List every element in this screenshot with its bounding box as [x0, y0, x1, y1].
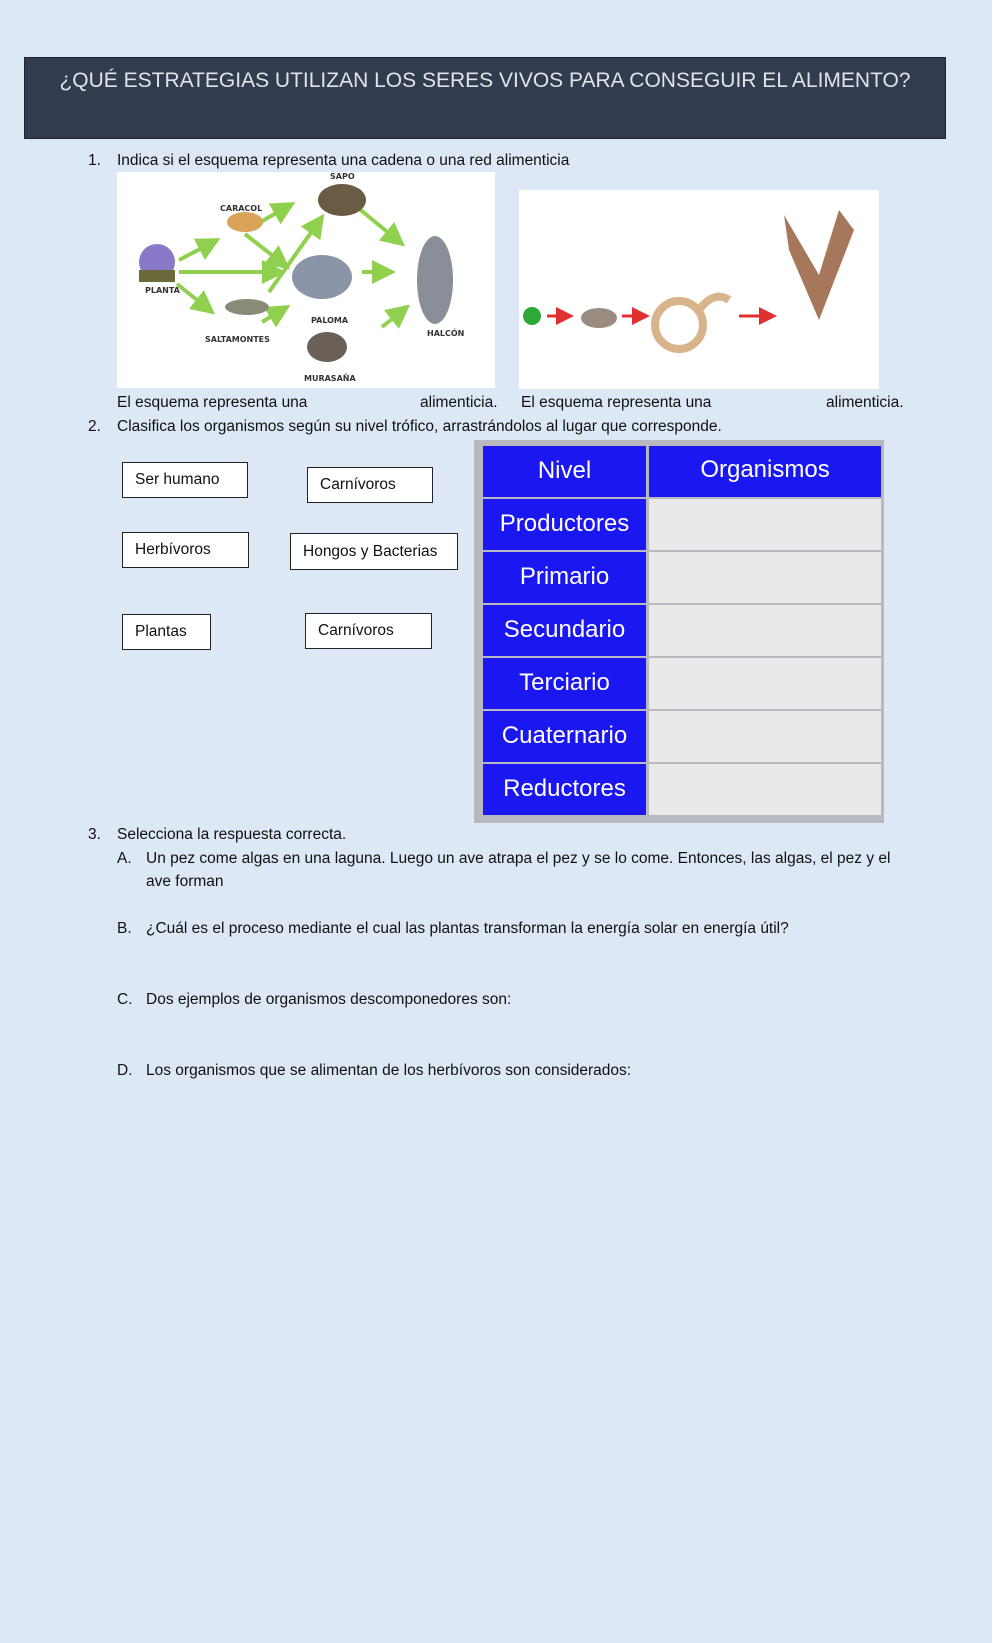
draggable-card[interactable]: Herbívoros — [122, 532, 249, 568]
level-label: Terciario — [483, 658, 646, 709]
q3d-text: Los organismos que se alimentan de los herbívoros son considerados: — [146, 1062, 632, 1079]
q3-number: 3. — [88, 826, 101, 843]
header-nivel: Nivel — [483, 446, 646, 497]
table-header — [483, 446, 881, 497]
q3c-text: Dos ejemplos de organismos descomponedores son: — [146, 991, 512, 1008]
q1-text: Indica si el esquema representa una cadena o una red alimenticia — [117, 152, 570, 169]
q3d-letter: D. — [117, 1062, 133, 1079]
q2-number: 2. — [88, 418, 101, 435]
q1-number: 1. — [88, 152, 101, 169]
page-title: ¿QUÉ ESTRATEGIAS UTILIZAN LOS SERES VIVOS PARA CONSEGUIR EL ALIMENTO? — [24, 57, 946, 139]
drop-zone[interactable] — [649, 764, 881, 815]
label-caracol: CARACOL — [220, 204, 263, 213]
header-organismos: Organismos — [649, 446, 881, 497]
draggable-card[interactable]: Carnívoros — [307, 467, 433, 503]
table-row — [483, 552, 881, 603]
q3a-text: Un pez come algas en una laguna. Luego un ave atrapa el pez y se lo come. Entonces, las algas, el pez y el — [146, 850, 891, 867]
q3c-letter: C. — [117, 991, 133, 1008]
q3-text: Selecciona la respuesta correcta. — [117, 826, 347, 843]
draggable-card[interactable]: Hongos y Bacterias — [290, 533, 458, 570]
drop-zone[interactable] — [649, 605, 881, 656]
trophic-level-table — [474, 440, 884, 823]
draggable-card[interactable]: Carnívoros — [305, 613, 432, 649]
label-paloma: PALOMA — [311, 316, 349, 325]
level-label: Primario — [483, 552, 646, 603]
q1-caption-1-start: El esquema representa una — [117, 394, 308, 411]
food-web-image — [117, 172, 495, 388]
q1-caption-1-end: alimenticia. — [420, 394, 498, 411]
label-saltamontes: SALTAMONTES — [205, 335, 270, 344]
drop-zone[interactable] — [649, 552, 881, 603]
table-row — [483, 499, 881, 550]
q3a-text-2: ave forman — [146, 873, 224, 890]
label-murasana: MURASAÑA — [304, 374, 356, 383]
label-halcon: HALCÓN — [427, 329, 465, 338]
level-label: Productores — [483, 499, 646, 550]
level-label: Reductores — [483, 764, 646, 815]
draggable-card[interactable]: Ser humano — [122, 462, 248, 498]
drop-zone[interactable] — [649, 499, 881, 550]
label-sapo: SAPO — [330, 172, 355, 181]
table-row — [483, 658, 881, 709]
draggable-card[interactable]: Plantas — [122, 614, 211, 650]
table-row — [483, 711, 881, 762]
q3a-letter: A. — [117, 850, 132, 867]
drop-zone[interactable] — [649, 658, 881, 709]
q1-caption-2-end: alimenticia. — [826, 394, 904, 411]
level-label: Secundario — [483, 605, 646, 656]
page-edge — [992, 0, 1000, 1643]
q2-text: Clasifica los organismos según su nivel trófico, arrastrándolos al lugar que corresponde. — [117, 418, 722, 435]
level-label: Cuaternario — [483, 711, 646, 762]
q1-caption-2-start: El esquema representa una — [521, 394, 712, 411]
label-planta: PLANTA — [145, 286, 180, 295]
q3b-letter: B. — [117, 920, 132, 937]
table-row — [483, 605, 881, 656]
drop-zone[interactable] — [649, 711, 881, 762]
q3b-text: ¿Cuál es el proceso mediante el cual las plantas transforman la energía solar en energía útil? — [146, 920, 789, 937]
table-row — [483, 764, 881, 815]
food-chain-image — [519, 190, 879, 389]
